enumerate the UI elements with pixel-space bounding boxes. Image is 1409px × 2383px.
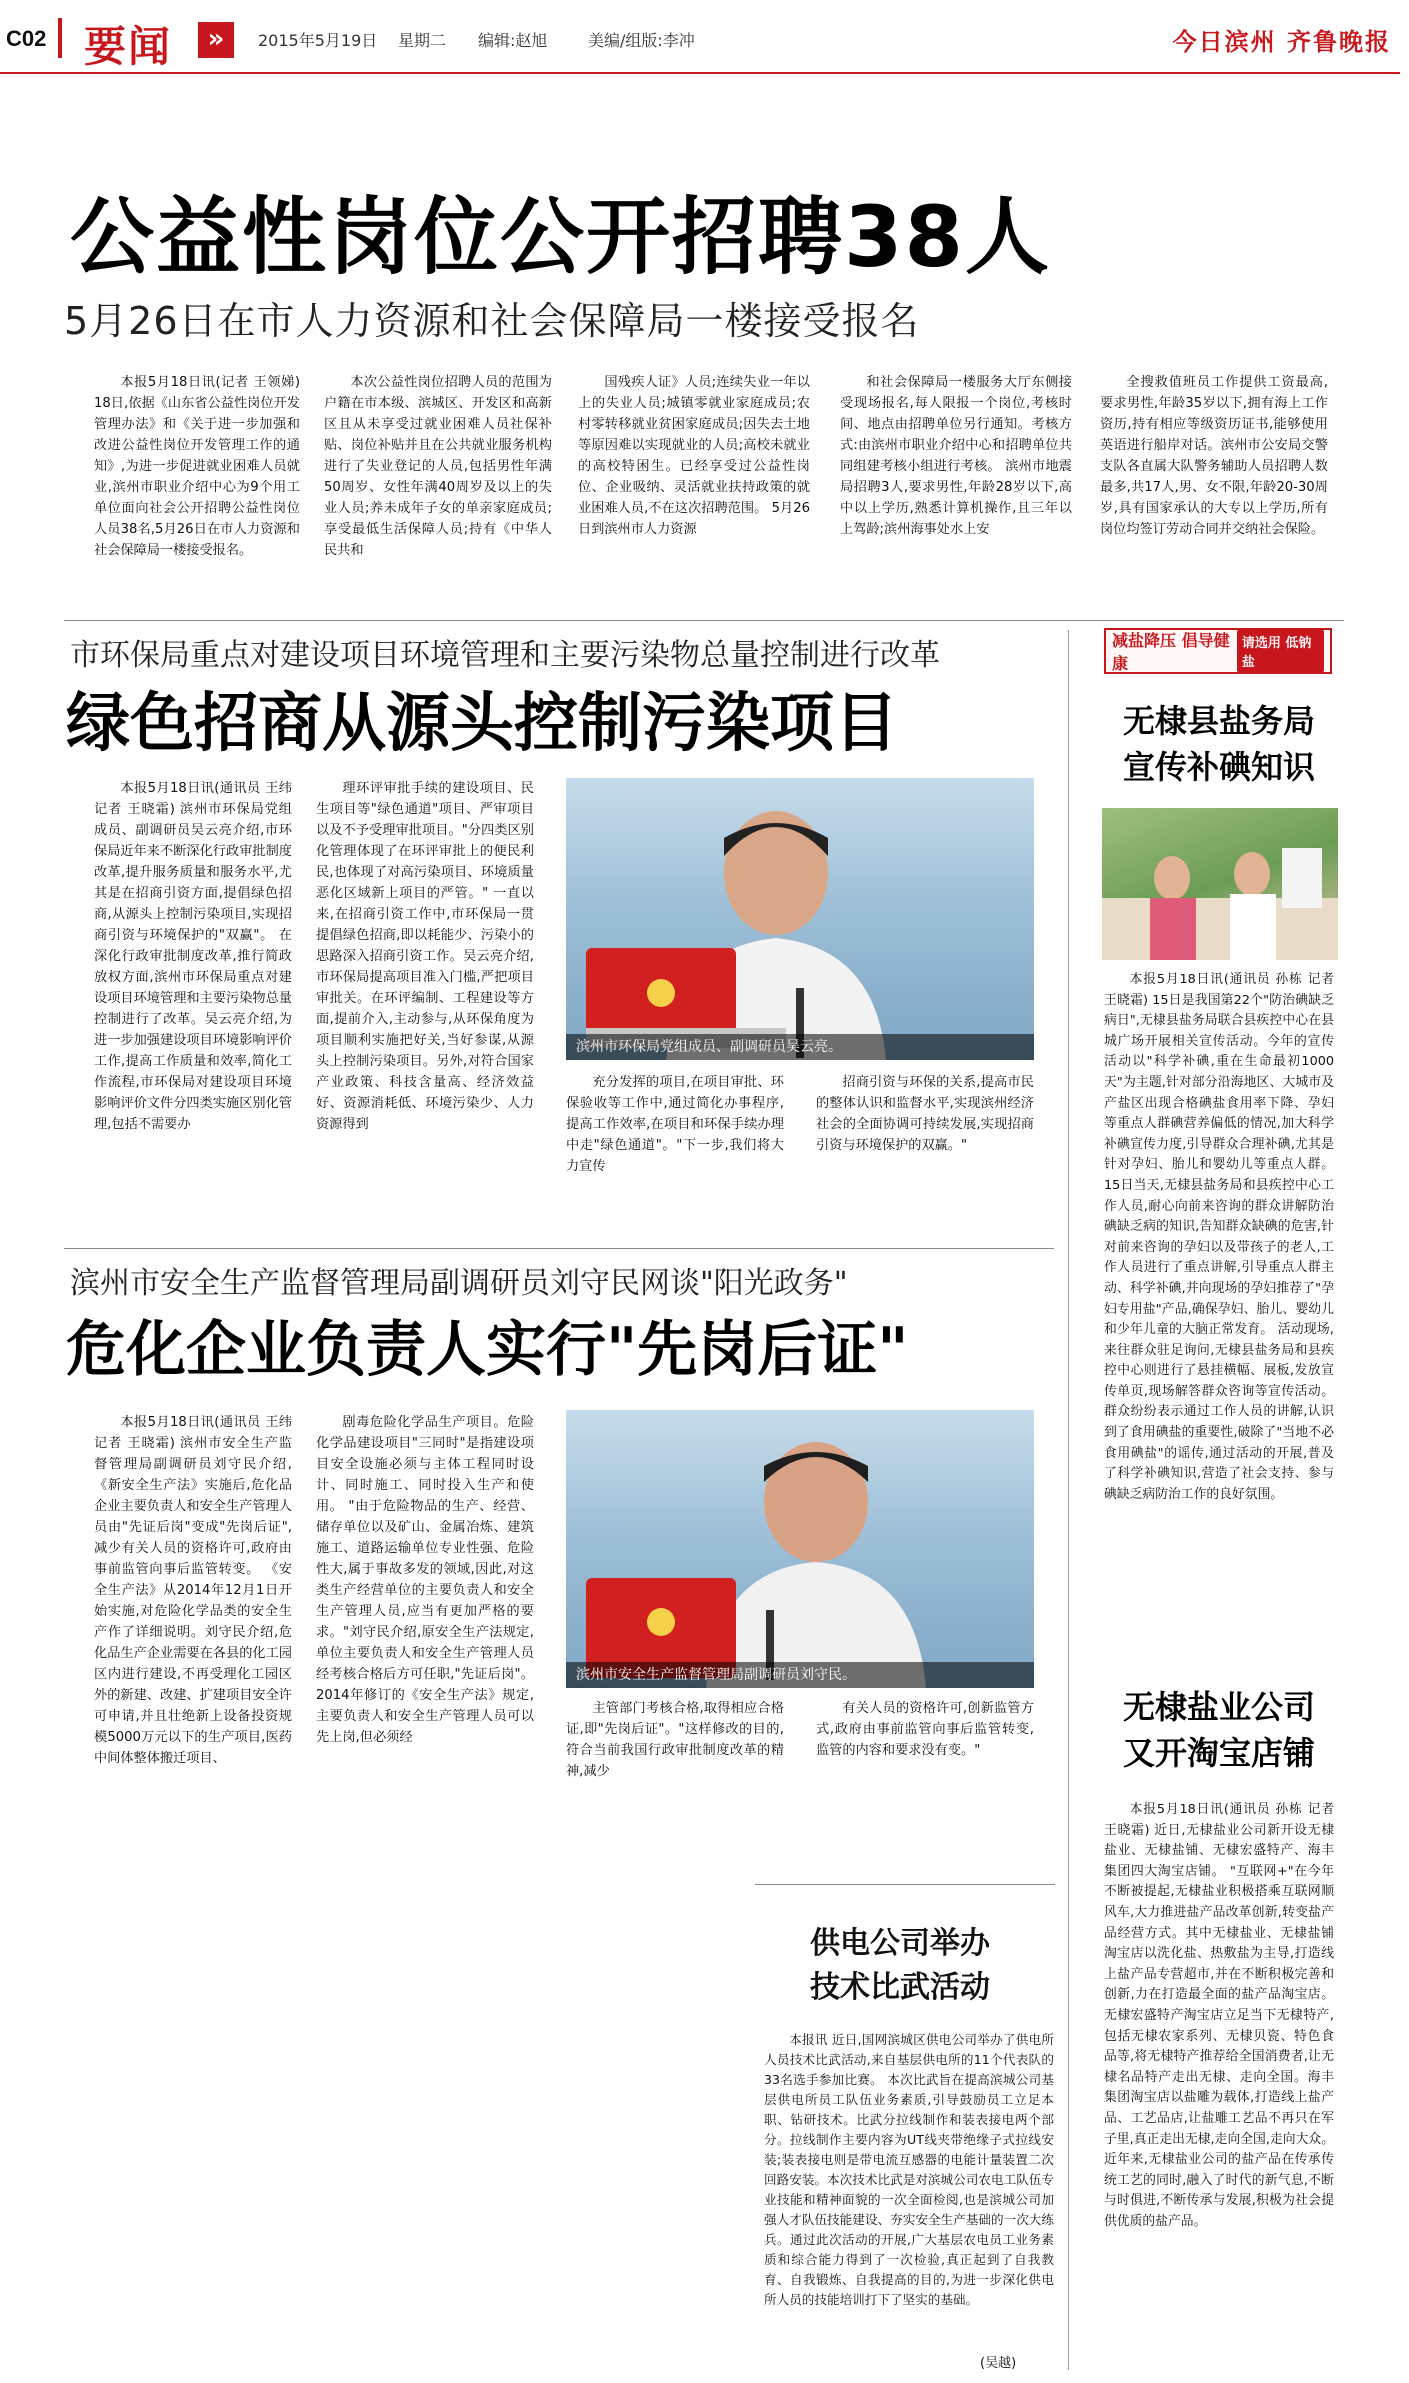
photo-wu-yunliang xyxy=(566,778,1034,1060)
article2-column-1: 本报5月18日讯(通讯员 王纬 记者 王晓霜) 滨州市环保局党组成员、副调研员吴云亮介绍,市环保局近年来不断深化行政审批制度改革,提升服务质量和服务水平,尤其是在招商引资方面,提倡绿色招商,从源头上控制污染项目,实现招商引资与环境保护的"双赢"。 在深化行政审批制度改革,推行简政放权方面,滨州市环保局重点对建设项目环境管理和主要污染物总量控制进行了改革。吴云亮介绍,为进一步加强建设项目环境影响评价工作,提高工作质量和效率,简化工作流程,市环保局对建设项目环境影响评价文件分四类实施区别化管理,包括不需要办 xyxy=(94,781,292,1132)
editor-credit: 编辑:赵旭 xyxy=(478,31,548,50)
photo-iodine-event xyxy=(1102,808,1338,960)
sidebar-story1-body: 本报5月18日讯(通讯员 孙栋 记者 王晓霜) 15日是我国第22个"防治碘缺乏病日",无棣县盐务局联合县疾控中心在县城广场开展相关宣传活动。今年的宣传活动以"科学补碘,重在生命最初1000天"为主题,针对部分沿海地区、大城市及产盐区出现合格碘盐食用率下降、孕妇等重点人群碘营养偏低的情况,加大科学补碘宣传力度,引导群众合理补碘,尤其是针对孕妇、胎儿和婴幼儿等重点人群。 15日当天,无棣县盐务局和县疾控中心工作人员,耐心向前来咨询的群众讲解防治碘缺乏病的知识,告知群众缺碘的危害,针对前来咨询的孕妇以及带孩子的老人,工作人员进行了重点讲解,引导重点人群主动、科学补碘,并向现场的孕妇推荐了"孕妇专用盐"产品,确保孕妇、胎儿、婴幼儿和少年儿童的大脑正常发育。 活动现场,来往群众驻足询问,无棣县盐务局和县疾控中心则进行了悬挂横幅、展板,发放宣传单页,现场解答群众咨询等宣传活动。群众纷纷表示通过工作人员的讲解,认识到了食用碘盐的重要性,破除了"当地不必食用碘盐"的谣传,通过活动的开展,普及了科学补碘知识,营造了社会支持、参与碘缺乏病防治工作的良好氛围。 xyxy=(1104,972,1334,1502)
article1-rule xyxy=(64,620,1344,621)
sidebar-story1-headline: 无棣县盐务局 宣传补碘知识 xyxy=(1122,702,1315,786)
designer-credit: 美编/组版:李冲 xyxy=(588,31,695,50)
article1-headline: 公益性岗位公开招聘38人 xyxy=(70,188,1051,286)
sidebar-story2-headline: 无棣盐业公司 又开淘宝店铺 xyxy=(1122,1688,1315,1772)
article3-column-3: 主管部门考核合格,取得相应合格证,即"先岗后证"。"这样修改的目的,符合当前我国行政审批制度改革的精神,减少 xyxy=(566,1701,784,1779)
article2-column-3: 充分发挥的项目,在项目审批、环保验收等工作中,通过简化办事程序,提高工作效率,在项目和环保手续办理中走"绿色通道"。"下一步,我们将大力宣传 xyxy=(566,1075,784,1174)
photo-liu-shoumin xyxy=(566,1410,1034,1688)
article1-column-5: 全搜救值班员工作提供工资最高,要求男性,年龄35岁以下,拥有海上工作资历,持有相应等级资历证书,能够使用英语进行船岸对话。滨州市公安局交警支队各直属大队警务辅助人员招聘人数最多,共17人,男、女不限,年龄20-30周岁,具有国家承认的大专以上学历,所有岗位均签订劳动合同并交纳社会保险。 xyxy=(1100,375,1328,537)
article2-column-4: 招商引资与环保的关系,提高市民的整体认识和监督水平,实现滨州经济社会的全面协调可持续发展,实现招商引资与环境保护的双赢。" xyxy=(816,1075,1034,1153)
section-name: 要闻 xyxy=(84,22,173,71)
article3-rule xyxy=(755,1884,1055,1885)
article1-column-3: 国残疾人证》人员;连续失业一年以上的失业人员;城镇零就业家庭成员;农村零转移就业贫困家庭成员;因失去土地等原因难以实现就业的人员;高校未就业的高校特困生。已经享受过公益性岗位、企业吸纳、灵活就业扶持政策的就业困难人员,不在这次招聘范围。 5月26日到滨州市人力资源 xyxy=(578,375,810,537)
article3-headline: 危化企业负责人实行"先岗后证" xyxy=(66,1315,909,1385)
header-rule xyxy=(0,72,1400,74)
portrait-illustration xyxy=(566,1410,1034,1688)
section-divider xyxy=(58,18,62,58)
article3-kicker: 滨州市安全生产监督管理局副调研员刘守民网谈"阳光政务" xyxy=(70,1266,848,1301)
chevron-right-icon: » xyxy=(198,22,234,58)
article1-column-2: 本次公益性岗位招聘人员的范围为户籍在市本级、滨城区、开发区和高新区且从未享受过就业困难人员社保补贴、岗位补贴并且在公共就业服务机构进行了失业登记的人员,包括男性年满50周岁、女性年满40周岁及以上的失业人员;养未成年子女的单亲家庭成员;享受最低生活保障人员;持有《中华人民共和 xyxy=(324,375,552,558)
sidebar-story2-body: 本报5月18日讯(通讯员 孙栋 记者 王晓霜) 近日,无棣盐业公司新开设无棣盐业、无棣盐铺、无棣宏盛特产、海丰集团四大淘宝店铺。 "互联网+"在今年不断被提起,无棣盐业积极搭乘互联网顺风车,大力推进盐产品改革创新,转变盐产品经营方式。其中无棣盐业、无棣盐铺淘宝店以洗化盐、热敷盐为主导,打造线上盐产品专营超市,并在不断积极完善和创新,力在打造最全面的盐产品淘宝店。无棣宏盛特产淘宝店立足当下无棣特产,包括无棣农家系列、无棣贝瓷、特色食品等,将无棣特产推荐给全国消费者,让无棣名品特产走出无棣、走向全国。海丰集团淘宝店以盐雕为载体,打造线上盐产品、工艺品店,让盐雕工艺品不再只在军子里,真正走出无棣,走向全国,走向大众。近年来,无棣盐业公司的盐产品在传承传统工艺的同时,融入了时代的新气息,不断与时俱进,不断传承与发展,积极为社会提供优质的盐产品。 xyxy=(1104,1802,1334,2229)
article4-headline: 供电公司举办 技术比武活动 xyxy=(810,1926,990,2005)
article3-column-1: 本报5月18日讯(通讯员 王纬 记者 王晓霜) 滨州市安全生产监督管理局副调研员刘守民介绍,《新安全生产法》实施后,危化品企业主要负责人和安全生产管理人员由"先证后岗"变成"先岗后证",减少有关人员的资格许可,政府由事前监管向事后监管转变。 《安全生产法》从2014年12月1日开始实施,对危险化学品类的安全生产作了详细说明。刘守民介绍,危化品生产企业需要在各县的化工园区内进行建设,不再受理化工园区外的新建、改建、扩建项目安全许可申请,并且壮绝新上设备投资规模5000万元以下的生产项目,医药中间体整体搬迁项目、 xyxy=(94,1415,292,1766)
newspaper-brand: 今日滨州 齐鲁晚报 xyxy=(1172,27,1391,56)
photo-caption: 滨州市环保局党组成员、副调研员吴云亮。 xyxy=(566,1034,1034,1060)
article2-column-2: 理环评审批手续的建设项目、民生项目等"绿色通道"项目、严审项目以及不予受理审批项目。"分四类区别化管理体现了在环评审批上的便民利民,也体现了对高污染项目、环境质量恶化区域新上项目的严管。" 一直以来,在招商引资工作中,市环保局一贯提倡绿色招商,即以耗能少、污染小的思路深入招商引资工作。吴云亮介绍,市环保局提高项目准入门槛,严把项目审批关。在环评编制、工程建设等方面,提前介入,主动参与,从环保角度为项目顺利实施把好关,当好参谋,从源头上控制污染项目。另外,对符合国家产业政策、科技含量高、经济效益好、资源消耗低、环境污染少、人力资源得到 xyxy=(316,781,534,1132)
ad-banner-tag: 请选用 低钠盐 xyxy=(1237,629,1324,673)
article1-column-1: 本报5月18日讯(记者 王领娣) 18日,依据《山东省公益性岗位开发管理办法》和《关于进一步加强和改进公益性岗位开发管理工作的通知》,为进一步促进就业困难人员就业,滨州市职业介绍中心为9个用工单位面向社会公开招聘公益性岗位人员38名,5月26日在市人力资源和社会保障局一楼接受报名。 xyxy=(94,375,300,558)
issue-date: 2015年5月19日 xyxy=(258,31,378,50)
sidebar-divider xyxy=(1068,630,1069,2370)
photo-caption: 滨州市安全生产监督管理局副调研员刘守民。 xyxy=(566,1662,1034,1688)
article3-column-4: 有关人员的资格许可,创新监管方式,政府由事前监管向事后监管转变,监管的内容和要求没有变。" xyxy=(816,1701,1034,1758)
article1-column-4: 和社会保障局一楼服务大厅东侧接受现场报名,每人限报一个岗位,考核时间、地点由招聘单位另行通知。考核方式:由滨州市职业介绍中心和招聘单位共同组建考核小组进行考核。 滨州市地震局招聘3人,要求男性,年龄28岁以下,高中以上学历,熟悉计算机操作,且三年以上驾龄;滨州海事处水上安 xyxy=(840,375,1072,537)
page-number: C02 xyxy=(6,26,47,51)
ad-banner xyxy=(1104,628,1332,674)
article3-column-2: 剧毒危险化学品生产项目。危险化学品建设项目"三同时"是指建设项目安全设施必须与主体工程同时设计、同时施工、同时投入生产和使用。 "由于危险物品的生产、经营、储存单位以及矿山、金属冶炼、建筑施工、道路运输单位专业性强、危险性大,属于事故多发的领域,因此,对这类生产经营单位的主要负责人和安全生产管理人员,应当有更加严格的要求。"刘守民介绍,原安全生产法规定,单位主要负责人和安全生产管理人员经考核合格后方可任职,"先证后岗"。2014年修订的《安全生产法》规定,主要负责人和安全生产管理人员可以先上岗,但必须经 xyxy=(316,1415,534,1745)
article2-rule xyxy=(64,1248,1054,1249)
article1-subhead: 5月26日在市人力资源和社会保障局一楼接受报名 xyxy=(64,299,920,343)
article2-headline: 绿色招商从源头控制污染项目 xyxy=(66,687,898,761)
issue-weekday: 星期二 xyxy=(398,31,447,50)
article4-body: 本报讯 近日,国网滨城区供电公司举办了供电所人员技术比武活动,来自基层供电所的11个代表队的33名选手参加比赛。 本次比武旨在提高滨城公司基层供电所员工队伍业务素质,引导鼓励员工立足本职、钻研技术。比武分拉线制作和装表接电两个部分。拉线制作主要内容为UT线夹带绝缘子式拉线安装;装表接电则是带电流互感器的电能计量装置二次回路安装。本次技术比武是对滨城公司农电工队伍专业技能和精神面貌的一次全面检阅,也是滨城公司加强人才队伍技能建设、夯实安全生产基础的一次大练兵。通过此次活动的开展,广大基层农电员工业务素质和综合能力得到了一次检验,真正起到了自我教育、自我锻炼、自我提高的目的,为进一步深化供电所人员的技能培训打下了坚实的基础。 xyxy=(764,2032,1054,2307)
portrait-illustration xyxy=(566,778,1034,1060)
event-illustration xyxy=(1102,808,1338,960)
article4-byline: (吴越) xyxy=(980,2356,1017,2371)
ad-banner-text: 减盐降压 倡导健康 xyxy=(1112,631,1230,673)
article2-kicker: 市环保局重点对建设项目环境管理和主要污染物总量控制进行改革 xyxy=(70,638,940,673)
